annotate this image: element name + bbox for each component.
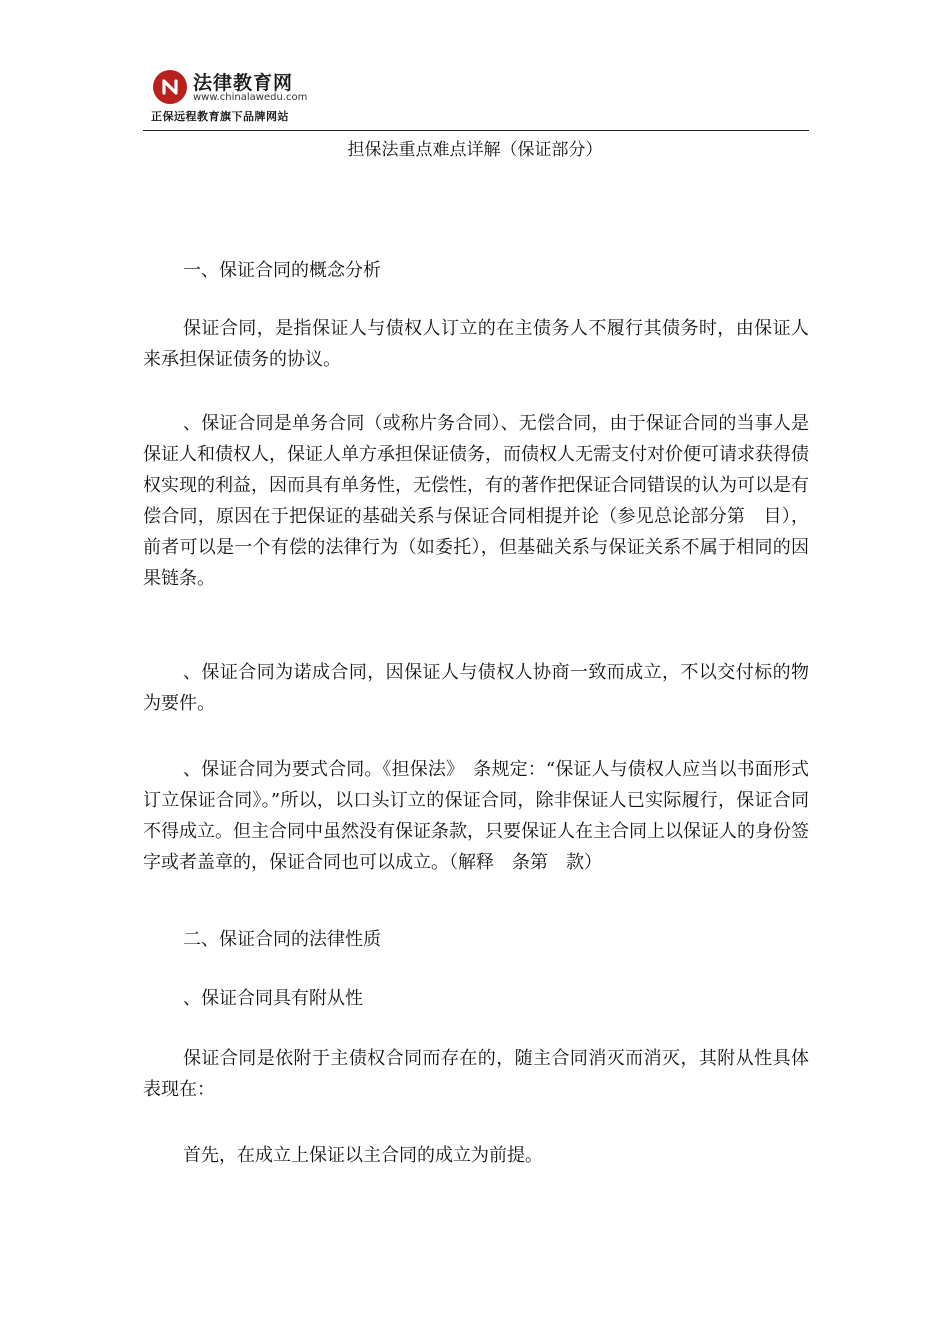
section-heading-1: 一、保证合同的概念分析 xyxy=(183,260,381,281)
logo-title: 法律教育网 xyxy=(193,72,294,94)
page-header xyxy=(143,66,809,131)
paragraph-point-3: 、保证合同为要式合同。《担保法》 条规定：“保证人与债权人应当以书面形式订立保证合同》。”所以，以口头订立的保证合同，除非保证人已实际履行，保证合同不得成立。但主合同中虽然没有保证条款，只要保证人在主合同上以保证人的身份签字或者盖章的，保证合同也可以成立。（解释 条第 款） xyxy=(143,759,809,873)
logo-emblem-icon xyxy=(153,70,187,104)
logo-url: www.chinalawedu.com xyxy=(193,92,308,103)
subheading-accessory: 、保证合同具有附从性 xyxy=(183,988,363,1009)
section-heading-2: 二、保证合同的法律性质 xyxy=(183,929,381,950)
paragraph-first: 首先，在成立上保证以主合同的成立为前提。 xyxy=(183,1145,543,1166)
document-title: 担保法重点难点详解（保证部分） xyxy=(347,140,603,160)
paragraph-definition: 保证合同，是指保证人与债权人订立的在主债务人不履行其债务时，由保证人来承担保证债务的协议。 xyxy=(143,318,809,370)
paragraph-point-2: 、保证合同为诺成合同，因保证人与债权人协商一致而成立，不以交付标的物为要件。 xyxy=(143,662,809,714)
logo-slogan: 正保远程教育旗下品牌网站 xyxy=(151,110,289,123)
paragraph-point-1: 、保证合同是单务合同（或称片务合同）、无偿合同，由于保证合同的当事人是保证人和债权人，保证人单方承担保证债务，而债权人无需支付对价便可请求获得债权实现的利益，因而具有单务性，无偿性，有的著作把保证合同错误的认为可以是有偿合同，原因在于把保证的基础关系与保证合同相提并论（参见总论部分第 目），前者可以是一个有偿的法律行为（如委托），但基础关系与保证关系不属于相同的因果链条。 xyxy=(143,413,809,589)
paragraph-accessory: 保证合同是依附于主债权合同而存在的，随主合同消灭而消灭，其附从性具体表现在： xyxy=(143,1048,809,1100)
site-logo[interactable] xyxy=(147,66,337,126)
